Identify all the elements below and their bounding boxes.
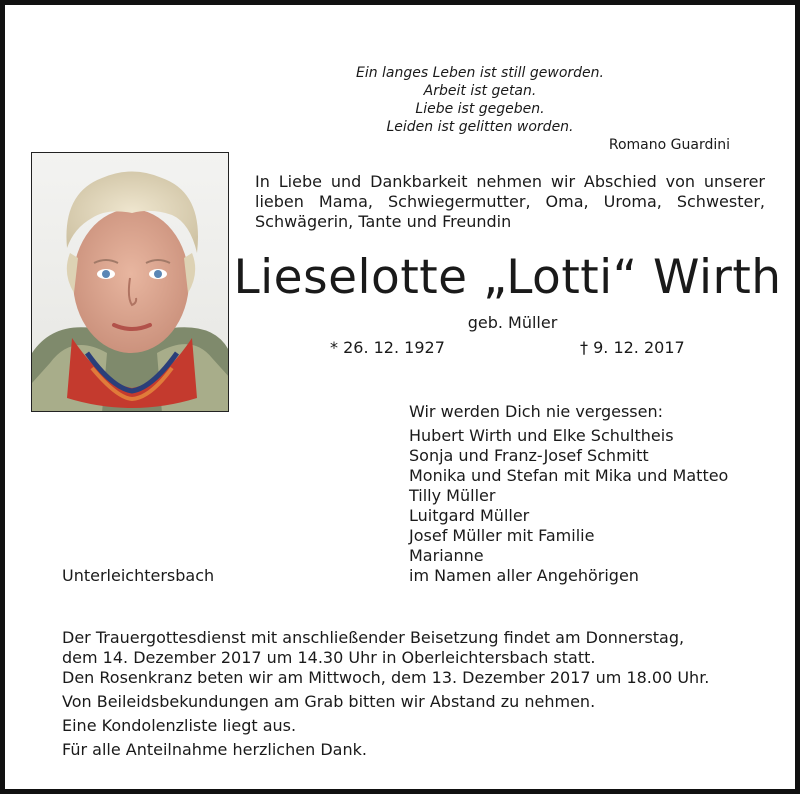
mourner-entry: Tilly Müller — [409, 486, 496, 505]
mourner-entry: Monika und Stefan mit Mika und Matteo — [409, 466, 729, 485]
mourner-entry: Marianne — [409, 546, 484, 565]
poem-line: Ein langes Leben ist still geworden. — [355, 65, 604, 81]
poem-line: Arbeit ist getan. — [423, 83, 537, 99]
mourner-entry: im Namen aller Angehörigen — [409, 566, 639, 585]
condolence-list-note: Eine Kondolenzliste liegt aus. — [62, 716, 297, 735]
death-date: † 9. 12. 2017 — [580, 338, 685, 357]
service-line: Der Trauergottesdienst mit anschließender Beisetzung findet am Donnerstag, — [62, 628, 685, 647]
mourners-list — [409, 402, 769, 586]
place-name: Unterleichtersbach — [62, 566, 215, 585]
poem-line: Leiden ist gelitten worden. — [386, 119, 574, 135]
service-info — [62, 628, 742, 760]
poem — [250, 64, 710, 136]
mourners-heading: Wir werden Dich nie vergessen: — [409, 402, 663, 421]
portrait-photo — [31, 152, 229, 412]
mourner-entry: Sonja und Franz-Josef Schmitt — [409, 446, 649, 465]
birth-name: geb. Müller — [467, 313, 558, 332]
intro-text: In Liebe und Dankbarkeit nehmen wir Abschied von unserer lieben Mama, Schwiegermutter, Oma, Uroma, Schwester, Schwägerin, Tante und Freundin — [255, 172, 765, 231]
mourner-entry: Luitgard Müller — [409, 506, 530, 525]
mourner-entry: Josef Müller mit Familie — [409, 526, 595, 545]
service-line: dem 14. Dezember 2017 um 14.30 Uhr in Oberleichtersbach statt. — [62, 648, 596, 667]
deceased-name: Lieselotte „Lotti“ Wirth — [233, 250, 782, 305]
poem-author: Romano Guardini — [608, 137, 730, 153]
thanks-note: Für alle Anteilnahme herzlichen Dank. — [62, 740, 367, 759]
mourner-entry: Hubert Wirth und Elke Schultheis — [409, 426, 674, 445]
service-line: Den Rosenkranz beten wir am Mittwoch, dem 13. Dezember 2017 um 18.00 Uhr. — [62, 668, 710, 687]
birth-date: * 26. 12. 1927 — [330, 338, 445, 357]
poem-line: Liebe ist gegeben. — [415, 101, 545, 117]
condolence-note: Von Beileidsbekundungen am Grab bitten wir Abstand zu nehmen. — [62, 692, 596, 711]
